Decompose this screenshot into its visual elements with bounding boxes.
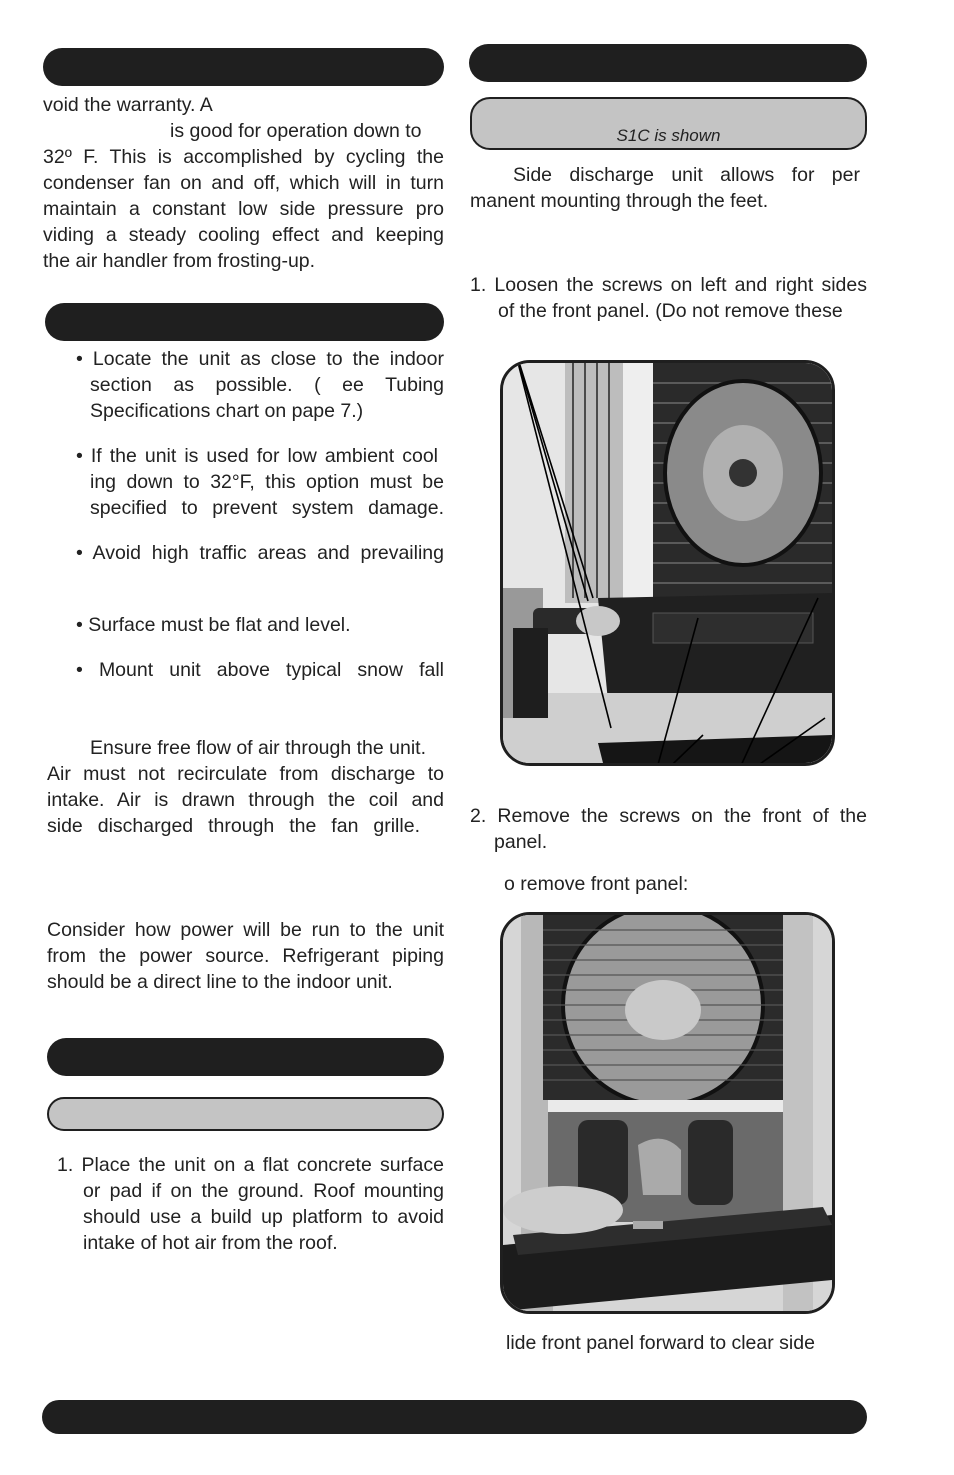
mounting-step-line: intake of hot air from the roof. — [83, 1232, 338, 1254]
step2-line: panel. — [494, 831, 548, 853]
bullet-line: section as possible. ( ee Tubing — [90, 374, 444, 396]
unit-side-screws-photo — [500, 360, 835, 766]
mounting-step-line: should use a build up platform to avoid — [83, 1206, 444, 1228]
bullet-line: Specifications chart on pape 7.) — [90, 400, 364, 422]
intro-line: viding a steady cooling effect and keeping — [43, 224, 444, 246]
front-panel-removal-photo — [500, 912, 835, 1314]
airflow-line: Ensure free flow of air through the unit. — [90, 737, 427, 759]
intro-line: the air handler from frosting-up. — [43, 250, 316, 272]
intro-line: is good for operation down to — [170, 120, 422, 142]
step1-line: of the front panel. (Do not remove these — [498, 300, 843, 322]
bullet-line: • If the unit is used for low ambient cool — [76, 445, 438, 467]
model-caption: S1C is shown — [616, 126, 721, 145]
bullet-line: • Surface must be flat and level. — [76, 614, 351, 636]
step1-line: 1. Loosen the screws on left and right sides — [470, 274, 867, 296]
airflow-line: intake. Air is drawn through the coil and — [47, 789, 444, 811]
left-section-header-bar — [43, 48, 444, 86]
remove-panel-heading: o remove front panel: — [504, 873, 689, 895]
slide-panel-instruction: lide front panel forward to clear side — [506, 1332, 815, 1354]
bullet-line: • Locate the unit as close to the indoor — [76, 348, 444, 370]
power-line: Consider how power will be run to the unit — [47, 919, 444, 941]
intro-line: void the warranty. A — [43, 94, 213, 116]
intro-line: maintain a constant low side pressure pro — [43, 198, 444, 220]
bullet-line: specified to prevent system damage. — [90, 497, 444, 519]
intro-line: 32º F. This is accomplished by cycling the — [43, 146, 444, 168]
side-discharge-line: manent mounting through the feet. — [470, 190, 769, 212]
bullet-line: • Avoid high traffic areas and prevailing — [76, 542, 444, 564]
power-line: from the power source. Refrigerant piping — [47, 945, 444, 967]
mounting-step-line: or pad if on the ground. Roof mounting — [83, 1180, 444, 1202]
mounting-section-header-bar — [47, 1038, 444, 1076]
mounting-step-line: 1. Place the unit on a flat concrete surface — [57, 1154, 444, 1176]
location-section-header-bar — [45, 303, 444, 341]
power-line: should be a direct line to the indoor unit. — [47, 971, 393, 993]
right-section-header-bar — [469, 44, 867, 82]
step2-line: 2. Remove the screws on the front of the — [470, 805, 867, 827]
footer-bar — [42, 1400, 867, 1434]
model-caption-pill — [470, 97, 867, 150]
side-discharge-line: Side discharge unit allows for per — [513, 164, 860, 186]
airflow-line: Air must not recirculate from discharge to — [47, 763, 444, 785]
intro-line: condenser fan on and off, which will in turn — [43, 172, 444, 194]
bullet-line: • Mount unit above typical snow fall — [76, 659, 444, 681]
bullet-line: ing down to 32°F, this option must be — [90, 471, 444, 493]
airflow-line: side discharged through the fan grille. — [47, 815, 420, 837]
mounting-subheader-pill — [47, 1097, 444, 1131]
